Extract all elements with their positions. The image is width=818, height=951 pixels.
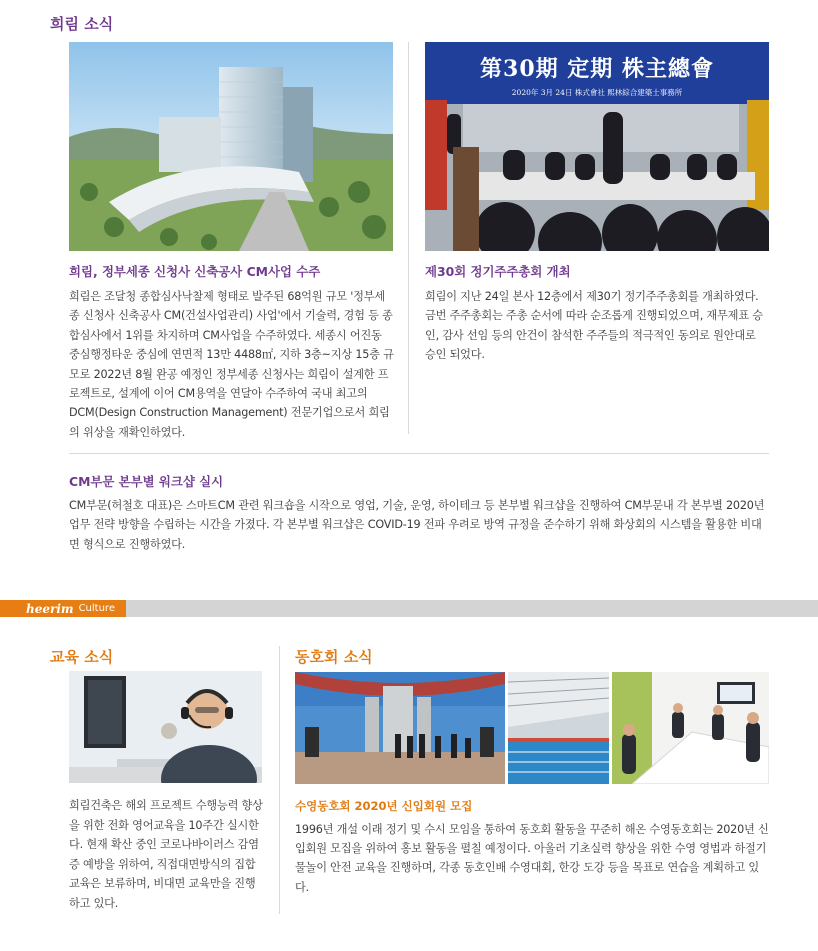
phone-english-class-photo — [69, 671, 262, 783]
club-headline-swimming: 수영동호회 2020년 신입회원 모집 — [295, 799, 473, 813]
shareholders-meeting-photo — [425, 42, 769, 251]
club-outing-photo — [295, 672, 505, 784]
article-body-workshop: CM부문(허철호 대표)은 스마트CM 관련 워크숍을 시작으로 영업, 기술, 운영, 하이테크 등 본부별 워크샵을 진행하여 CM부문내 각 본부별 2020년 업무 전략 방향을 수립하는 시간을 가졌다. 각 본부별 워크샵은 COVID-19 전파 우려로 방역 규정을 준수하기 위해 화상회의 시스템을 활용한 비대면 형식으로 진행하였다. — [69, 499, 765, 551]
culture-tag — [0, 600, 126, 617]
building-rendering-photo — [69, 42, 393, 251]
article-body-shareholders: 희림이 지난 24일 본사 12층에서 제30기 정기주주총회를 개최하였다. 금번 주주총회는 주총 순서에 따라 순조롭게 진행되었으며, 재무제표 승인, 감사 선임 등의 안건이 참석한 주주들의 적극적인 동의로 원안대로 승인 되었다. — [425, 290, 763, 362]
article-body-cm-contract: 희림은 조달청 종합심사낙찰제 형태로 발주된 68억원 규모 '정부세종 신청사 신축공사 CM(건설사업관리) 사업'에서 기술력, 경험 등 종합심사에서 1위를 차지하며 CM사업을 수주하였다. 세종시 어진동 중심행정타운 중심에 연면적 13만 4488㎡, 지하 3층~지상 15층 규모로 2022년 8월 완공 예정인 정부세종 신청사는 희림이 설계한 프로젝트로, 설계에 이어 CM용역을 연달아 수주하여 국내 최고의 DCM(Design Construction Management) 전문기업으로서 희림의 위상을 재확인하였다. — [69, 290, 394, 439]
club-meeting-room-photo — [612, 672, 769, 784]
culture-label: Culture — [78, 603, 115, 614]
news-section-title: 희림 소식 — [50, 15, 114, 33]
meeting-banner-subtext: 2020年 3月 24日 株式會社 熙林綜合建築士事務所 — [511, 88, 683, 97]
education-section-title: 교육 소식 — [50, 648, 114, 666]
news-column-divider — [408, 42, 409, 434]
education-body: 희림건축은 해외 프로젝트 수행능력 향상을 위한 전화 영어교육을 10주간 실시한다. 현재 확산 중인 코로나바이러스 감염증 예방을 위하여, 직접대면방식의 집합 교육은 보류하며, 비대면 교육만을 진행하고 있다. — [69, 799, 263, 910]
article-headline-cm-contract: 희림, 정부세종 신청사 신축공사 CM사업 수주 — [69, 264, 321, 279]
article-headline-workshop: CM부문 본부별 워크샵 실시 — [69, 474, 224, 489]
meeting-banner-text: 第30期 定期 株主總會 — [480, 56, 714, 82]
culture-section-bar — [0, 600, 818, 617]
club-body-swimming: 1996년 개설 이래 정기 및 수시 모임을 통하여 동호회 활동을 꾸준히 해온 수영동호회는 2020년 신입회원 모집을 위하여 홍보 활동을 펼칠 예정이다. 아울러 기초실력 향상을 위한 수영 영법과 하절기 물놀이 안전 교육을 진행하며, 각종 동호인배 수영대회, 한강 도강 등을 목표로 연습을 계획하고 있다. — [295, 823, 769, 894]
heerim-logo-text: heerim — [26, 601, 74, 616]
swimming-pool-photo — [508, 672, 609, 784]
culture-column-divider — [279, 646, 280, 914]
news-row-divider — [69, 453, 769, 454]
article-headline-shareholders: 제30회 정기주주총회 개최 — [425, 264, 571, 279]
club-section-title: 동호회 소식 — [295, 648, 373, 666]
